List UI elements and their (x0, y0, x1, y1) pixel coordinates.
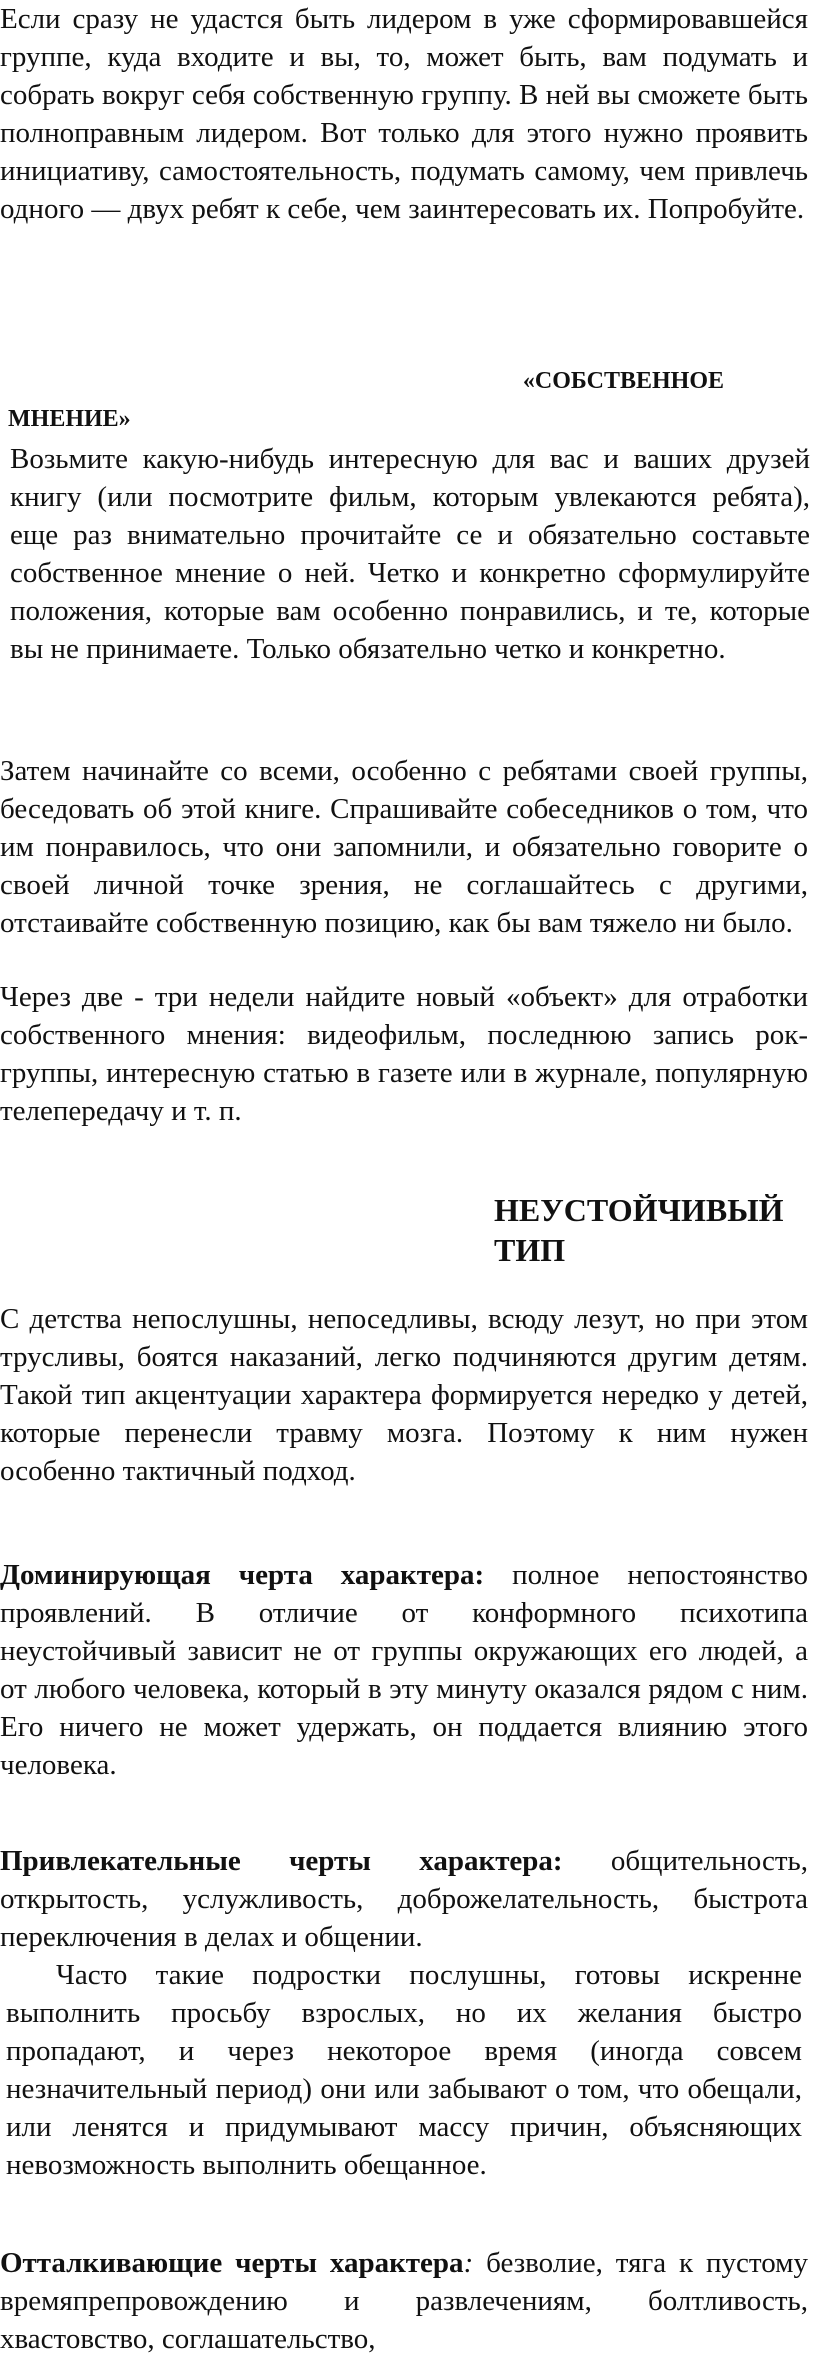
paragraph-obedient: Часто такие подростки послушны, готовы искренне выполнить просьбу взрослых, но их желания быстро пропадают, и через некоторое время (иногда совсем незначительный период) они или забывают о том, что обещали, или ленятся и придумывают массу причин, объясняющих невозможность выполнить обещанное. (6, 1959, 802, 2181)
attractive-traits-label: Привлекательные черты характера: (0, 1845, 563, 1877)
dominant-trait-text: полное непостоянство проявлений. В отличие от конформного психотипа неустойчивый зависит не от группы окружающих его людей, а от любого человека, который в эту минуту оказался рядом с ним. Его ничего не может удержать, он поддается влиянию этого человека. (0, 1559, 808, 1781)
dominant-trait-label: Доминирующая черта характера: (0, 1559, 485, 1591)
paragraph-discuss: Затем начинайте со всеми, особенно с ребятами своей группы, беседовать об этой книге. Спрашивайте собеседников о том, что им понравилось, что они запомнили, и обязательно говорите о своей личной точке зрения, не соглашайтесь с другими, отстаивайте собственную позицию, как бы вам тяжело ни было. (0, 755, 808, 939)
paragraph-childhood: С детства непослушны, непоседливы, всюду лезут, но при этом трусливы, боятся наказаний, легко подчиняются другим детям. Такой тип акцентуации характера формируется нередко у детей, которые перенесли травму мозга. Поэтому к ним нужен особенно тактичный подход. (0, 1303, 808, 1487)
heading-own-opinion-line2: МНЕНИЕ» (8, 406, 131, 432)
heading-unstable-type-line1: НЕУСТОЙЧИВЫЙ (494, 1192, 784, 1228)
heading-unstable-type (494, 1190, 810, 1270)
attractive-traits-text: общительность, открытость, услужливость, доброжелательность, быстрота переключения в делах и общении. (0, 1845, 808, 1953)
repelling-traits-label: Отталкивающие черты характера (0, 2247, 464, 2279)
paragraph-repelling-traits (0, 2244, 808, 2358)
paragraph-repeat: Через две - три недели найдите новый «объект» для отработки собственного мнения: видеофильм, последнюю запись рок-группы, интересную статью в газете или в журнале, популярную телепередачу и т. п. (0, 981, 808, 1127)
heading-unstable-type-line2: ТИП (494, 1232, 566, 1268)
paragraph-attractive-traits (0, 1842, 808, 1956)
repelling-traits-text: безволие, тяга к пустому времяпрепровождению и развлечениям, болтливость, хвастовство, соглашательство, (0, 2247, 809, 2355)
repelling-traits-colon: : (463, 2247, 474, 2279)
paragraph-dominant-trait (0, 1556, 808, 1784)
heading-own-opinion-line1: «СОБСТВЕННОЕ (522, 368, 724, 394)
heading-own-opinion (8, 362, 724, 438)
paragraph-intro: Если сразу не удастся быть лидером в уже сформировавшейся группе, куда входите и вы, то, может быть, вам подумать и собрать вокруг себя собственную группу. В ней вы сможете быть полноправным лидером. Вот только для этого нужно проявить инициативу, самостоятельность, подумать самому, чем привлечь одного — двух ребят к себе, чем заинтересовать их. Попробуйте. (0, 3, 808, 225)
paragraph-book: Возьмите какую-нибудь интересную для вас и ваших друзей книгу (или посмотрите фильм, которым увлекаются ребята), еще раз внимательно прочитайте се и обязательно составьте собственное мнение о ней. Четко и конкретно сформулируйте положения, которые вам особенно понравились, и те, которые вы не принимаете. Только обязательно четко и конкретно. (10, 443, 810, 665)
